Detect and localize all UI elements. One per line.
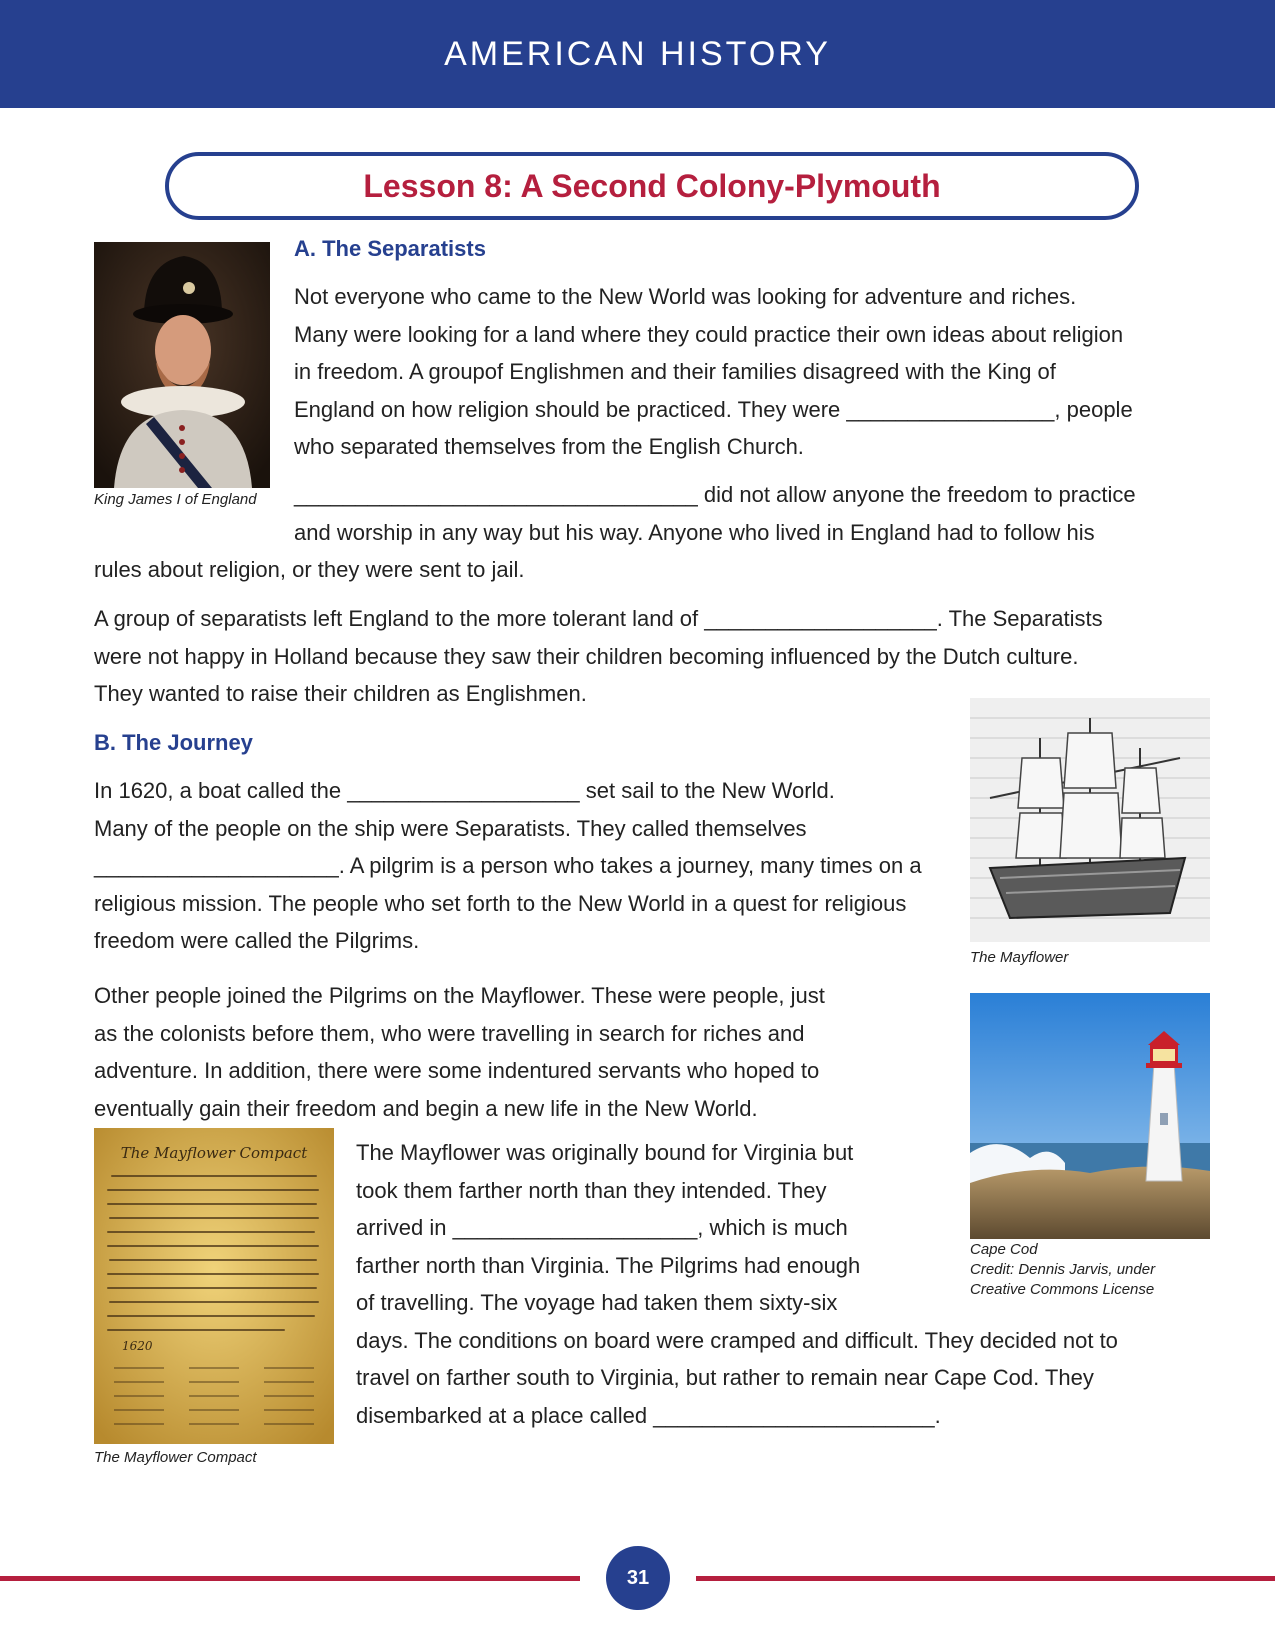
mayflower-compact-caption: The Mayflower Compact <box>94 1449 257 1466</box>
text-line: travel on farther south to Virginia, but rather to remain near Cape Cod. They <box>356 1365 1094 1390</box>
text-line: rules about religion, or they were sent to jail. <box>94 557 525 582</box>
text-line: arrived in ____________________, which is much <box>356 1215 848 1240</box>
mayflower-ship-image <box>970 698 1210 942</box>
caption-line: Creative Commons License <box>970 1281 1155 1298</box>
passengers-paragraph <box>94 977 825 1127</box>
king-james-caption: King James I of England <box>94 491 257 508</box>
text-line: Other people joined the Pilgrims on the Mayflower. These were people, just <box>94 983 825 1008</box>
text-line: In 1620, a boat called the ___________________ set sail to the New World. <box>94 778 835 803</box>
text-line: ____________________. A pilgrim is a person who takes a journey, many times on a <box>94 853 922 878</box>
page-header <box>0 0 1275 108</box>
text-line: took them farther north than they intended. They <box>356 1177 827 1203</box>
text-line: farther north than Virginia. The Pilgrims had enough <box>356 1252 861 1278</box>
arrival-paragraph <box>356 1134 1216 1434</box>
caption-line: Credit: Dennis Jarvis, under <box>970 1261 1156 1278</box>
section-b-heading: B. The Journey <box>94 730 253 755</box>
king-paragraph <box>94 476 1204 589</box>
lesson-title: Lesson 8: A Second Colony-Plymouth <box>363 167 941 204</box>
text-line: Many of the people on the ship were Separatists. They called themselves <box>94 815 807 841</box>
footer-rule-left <box>0 1576 580 1581</box>
text-line: days. The conditions on board were cramped and difficult. They decided not to <box>356 1327 1118 1353</box>
text-line: disembarked at a place called _______________________. <box>356 1402 941 1428</box>
text-line: as the colonists before them, who were travelling in search for riches and <box>94 1020 805 1046</box>
text-line: England on how religion should be practiced. They were _________________, people <box>294 396 1133 422</box>
text-line: adventure. In addition, there were some indentured servants who hoped to <box>94 1058 820 1083</box>
text-line: freedom were called the Pilgrims. <box>94 928 420 953</box>
header-title: AMERICAN HISTORY <box>444 34 831 73</box>
lesson-title-banner <box>165 152 1139 220</box>
text-line: A group of separatists left England to the more tolerant land of ___________________. The Separatists <box>94 606 1103 631</box>
journey-paragraph <box>94 772 922 960</box>
king-james-portrait <box>94 242 270 488</box>
text-line: They wanted to raise their children as Englishmen. <box>94 681 587 706</box>
mayflower-caption: The Mayflower <box>970 949 1069 966</box>
compact-title: The Mayflower Compact <box>120 1144 308 1162</box>
section-a-heading: A. The Separatists <box>294 236 486 261</box>
mayflower-compact-image <box>94 1128 334 1444</box>
separatists-paragraph <box>294 278 1133 466</box>
text-line: religious mission. The people who set forth to the New World in a quest for religious <box>94 890 907 916</box>
text-line: The Mayflower was originally bound for Virginia but <box>356 1140 854 1165</box>
footer-rule-right <box>696 1576 1275 1581</box>
text-line: who separated themselves from the English Church. <box>294 434 804 459</box>
caption-line: Cape Cod <box>970 1241 1038 1258</box>
text-line: Many were looking for a land where they could practice their own ideas about religion <box>294 321 1124 347</box>
text-line: eventually gain their freedom and begin a new life in the New World. <box>94 1095 758 1121</box>
text-line: of travelling. The voyage had taken them sixty-six <box>356 1290 838 1315</box>
text-line: _________________________________ did not allow anyone the freedom to practice <box>294 482 1136 507</box>
text-line: in freedom. A groupof Englishmen and their families disagreed with the King of <box>294 359 1056 384</box>
text-line: and worship in any way but his way. Anyone who lived in England had to follow his <box>294 519 1095 545</box>
compact-year: 1620 <box>122 1339 153 1353</box>
text-line: were not happy in Holland because they saw their children becoming influenced by the Dutch culture. <box>94 643 1079 669</box>
page-number: 31 <box>606 1546 670 1610</box>
holland-paragraph <box>94 600 1103 713</box>
text-line: Not everyone who came to the New World was looking for adventure and riches. <box>294 284 1077 309</box>
